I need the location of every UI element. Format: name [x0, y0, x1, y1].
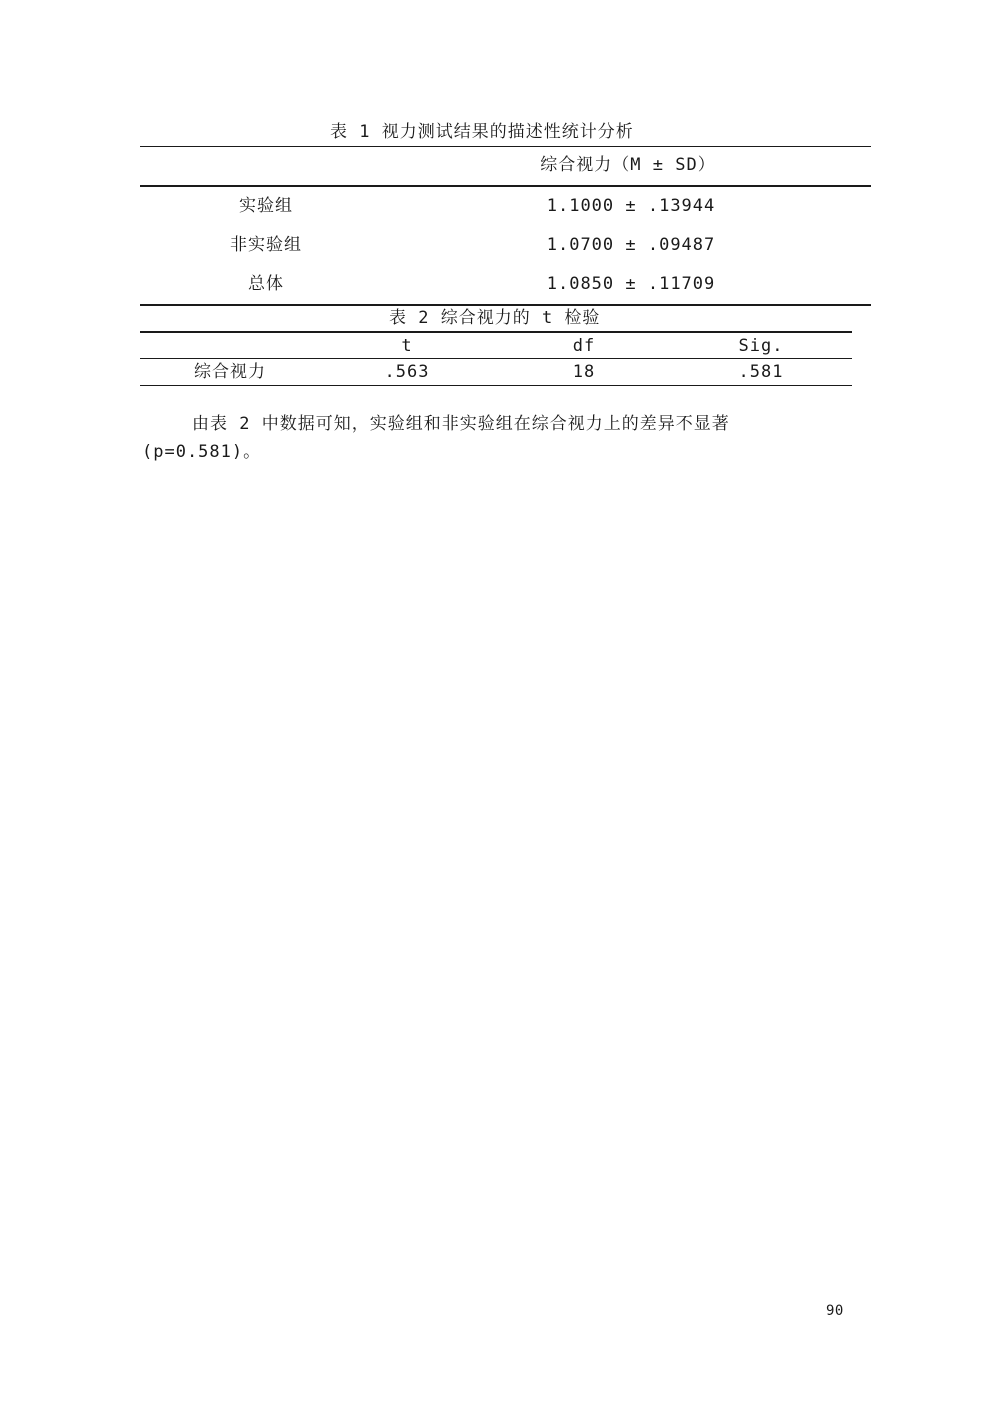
table1-row-value: 1.1000 ± .13944 — [546, 196, 716, 216]
table2-bottom-rule — [140, 385, 852, 386]
table2-row-label: 综合视力 — [194, 362, 266, 382]
table1-row-value: 1.0700 ± .09487 — [546, 235, 716, 255]
table1-column-header: 综合视力（M ± SD） — [540, 155, 716, 175]
page-number: 90 — [826, 1303, 844, 1319]
body-paragraph-line2: (p=0.581)。 — [142, 442, 262, 462]
table1-header-rule — [140, 185, 871, 187]
table1-caption: 表 1 视力测试结果的描述性统计分析 — [330, 122, 634, 142]
table1-row-label: 总体 — [248, 274, 284, 294]
table2-header-sig: Sig. — [738, 336, 784, 356]
table1-row-value: 1.0850 ± .11709 — [546, 274, 716, 294]
table2-header-t: t — [401, 336, 413, 356]
table1-row-label: 实验组 — [239, 196, 293, 216]
body-paragraph-line1: 由表 2 中数据可知，实验组和非实验组在综合视力上的差异不显著 — [192, 414, 730, 434]
table2-value-t: .563 — [384, 362, 430, 382]
table1-top-rule — [140, 146, 871, 147]
table2-value-df: 18 — [572, 362, 596, 382]
table2-header-rule — [140, 358, 852, 359]
table1-bottom-rule — [140, 304, 871, 306]
table1-row-label: 非实验组 — [230, 235, 302, 255]
table2-value-sig: .581 — [738, 362, 784, 382]
table2-header-df: df — [572, 336, 596, 356]
table2-top-rule — [140, 331, 852, 333]
table2-caption: 表 2 综合视力的 t 检验 — [389, 308, 601, 328]
